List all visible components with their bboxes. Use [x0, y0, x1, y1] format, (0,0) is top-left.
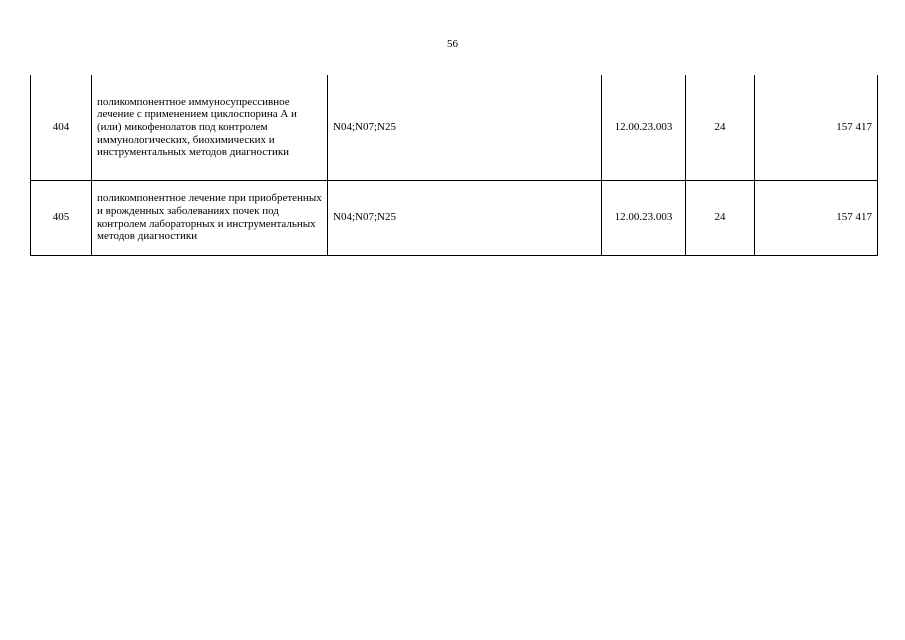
table-row [31, 75, 878, 180]
patient-model-cell: 12.00.23.003 [602, 180, 686, 255]
group-number-cell: 24 [686, 75, 755, 180]
patient-model-cell: 12.00.23.003 [602, 75, 686, 180]
services-table [30, 75, 878, 256]
page-number: 56 [447, 38, 458, 50]
treatment-name-cell [92, 75, 328, 180]
treatment-name-cell [92, 180, 328, 255]
row-number-cell: 404 [31, 75, 92, 180]
cost-cell: 157 417 [755, 180, 878, 255]
group-number-cell: 24 [686, 180, 755, 255]
table-row [31, 180, 878, 255]
treatment-name-text: поликомпонентное лечение при приобретенных и врожденных заболеваниях почек под контролем лабораторных и инструментальных методов диагностики [97, 192, 322, 243]
cost-cell: 157 417 [755, 75, 878, 180]
row-number-cell: 405 [31, 180, 92, 255]
diagnosis-codes-cell: N04;N07;N25 [328, 75, 602, 180]
treatment-name-text: поликомпонентное иммуносупрессивное лечение с применением циклоспорина А и (или) микофенолатов под контролем иммунологических, биохимических и инструментальных методов диагностики [97, 95, 297, 159]
diagnosis-codes-cell: N04;N07;N25 [328, 180, 602, 255]
